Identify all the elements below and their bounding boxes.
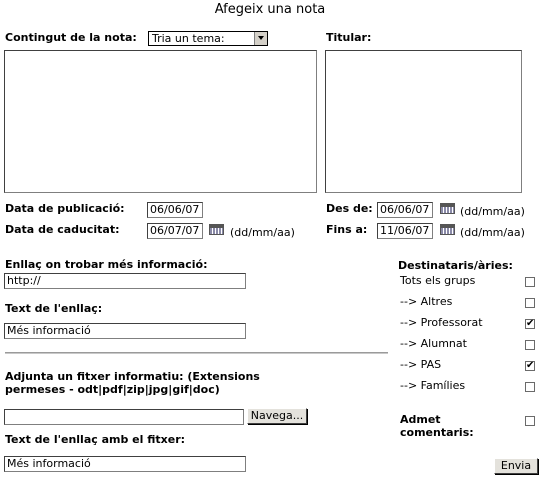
comments-checkbox[interactable] [525, 416, 535, 426]
link-input[interactable]: http:// [4, 273, 246, 289]
calendar-icon[interactable] [440, 203, 455, 214]
page-title: Afegeix una nota [214, 2, 326, 17]
comments-label: Admet comentaris: [400, 413, 474, 439]
recipient-checkbox[interactable] [525, 361, 535, 371]
publication-date-label: Data de publicació: [5, 202, 125, 215]
expiry-date-format: (dd/mm/aa) [230, 226, 295, 239]
check-icon: ✔ [526, 360, 535, 371]
file-link-text-label: Text de l'enllaç amb el fitxer: [5, 433, 186, 446]
attach-label: Adjunta un fitxer informatiu: (Extensions permeses - odt|pdf|zip|jpg|gif|doc) [5, 370, 260, 396]
calendar-icon[interactable] [440, 224, 455, 235]
topic-select[interactable] [148, 31, 268, 46]
publication-date-input[interactable]: 06/06/07 [147, 202, 203, 218]
submit-button[interactable]: Envia [494, 458, 538, 474]
from-date-label: Des de: [326, 202, 373, 215]
content-textarea[interactable] [4, 50, 317, 193]
expiry-date-input[interactable]: 06/07/07 [147, 223, 203, 239]
recipient-checkbox[interactable] [525, 319, 535, 329]
link-text-input[interactable]: Més informació [4, 323, 246, 339]
topic-select-value: Tria un tema: [152, 32, 225, 45]
content-label: Contingut de la nota: [5, 31, 137, 44]
recipient-checkbox[interactable] [525, 277, 535, 287]
section-divider [5, 352, 388, 354]
browse-button[interactable]: Navega... [247, 408, 307, 424]
to-date-format: (dd/mm/aa) [460, 226, 525, 239]
to-date-input[interactable]: 11/06/07 [377, 223, 433, 239]
headline-label: Titular: [326, 31, 372, 44]
recipient-label: --> Altres [400, 295, 453, 308]
from-date-format: (dd/mm/aa) [460, 205, 525, 218]
expiry-date-label: Data de caducitat: [5, 223, 120, 236]
recipient-label: Tots els grups [400, 274, 476, 287]
link-text-label: Text de l'enllaç: [5, 302, 103, 315]
link-label: Enllaç on trobar més informació: [5, 258, 208, 271]
to-date-label: Fins a: [326, 223, 368, 236]
file-input[interactable] [4, 409, 244, 425]
recipient-label: --> Alumnat [400, 337, 467, 350]
file-link-text-input[interactable]: Més informació [4, 456, 246, 472]
recipient-checkbox[interactable] [525, 382, 535, 392]
chevron-down-icon[interactable] [254, 32, 267, 45]
recipients-label: Destinataris/àries: [398, 259, 513, 272]
calendar-icon[interactable] [209, 224, 224, 235]
recipient-label: --> PAS [400, 358, 442, 371]
check-icon: ✔ [526, 318, 535, 329]
recipient-label: --> Professorat [400, 316, 483, 329]
recipient-checkbox[interactable] [525, 298, 535, 308]
headline-textarea[interactable] [325, 50, 522, 193]
recipient-label: --> Famílies [400, 379, 466, 392]
from-date-input[interactable]: 06/06/07 [377, 202, 433, 218]
recipient-checkbox[interactable] [525, 340, 535, 350]
